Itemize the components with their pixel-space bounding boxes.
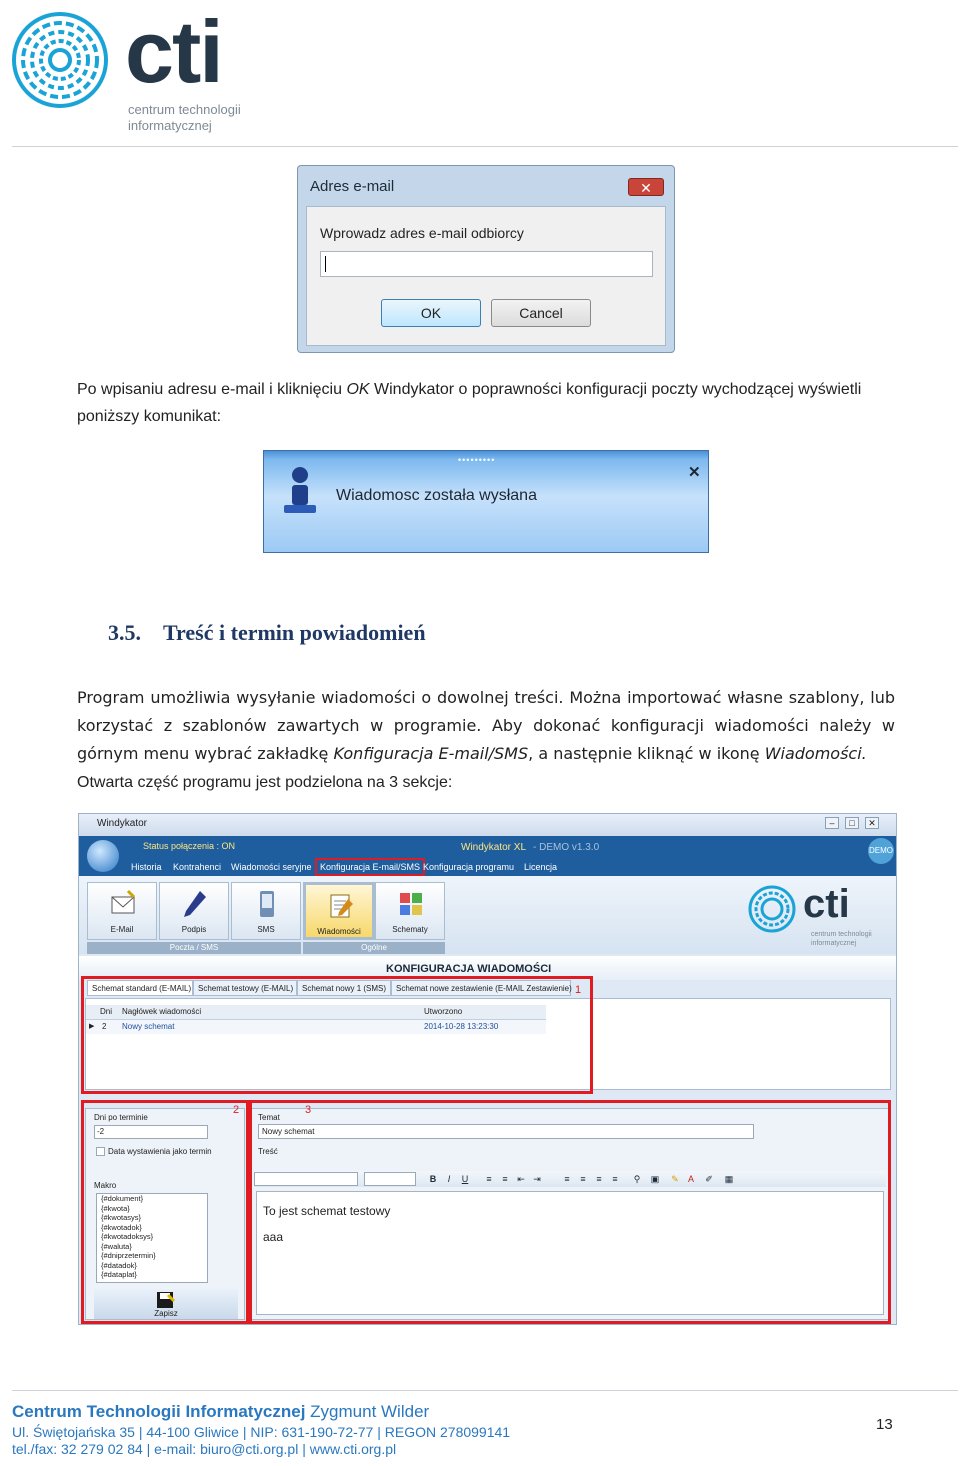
footer-company: Centrum Technologii Informatycznej Zygmunt Wilder bbox=[12, 1402, 430, 1421]
align-right-icon[interactable]: ≡ bbox=[596, 1174, 602, 1184]
list-item[interactable]: {#dokument} bbox=[101, 1194, 144, 1203]
app-window-title: Windykator bbox=[97, 818, 148, 829]
list-item[interactable]: {#waluta} bbox=[101, 1241, 132, 1251]
section-heading bbox=[108, 620, 426, 646]
email-input[interactable] bbox=[320, 251, 653, 277]
close-button[interactable]: ✕ bbox=[865, 817, 879, 829]
close-icon[interactable]: ✕ bbox=[688, 464, 701, 481]
column-dni[interactable]: Dni bbox=[100, 1007, 113, 1016]
bold-icon[interactable]: B bbox=[429, 1174, 437, 1184]
menu-konfiguracja-email-sms[interactable]: Konfiguracja E-mail/SMS bbox=[315, 858, 425, 876]
list-item[interactable]: {#kwotadoksys} bbox=[101, 1232, 154, 1241]
ok-button[interactable]: OK bbox=[381, 299, 481, 327]
section-title: Treść i termin powiadomień bbox=[163, 620, 426, 645]
minimize-button[interactable]: – bbox=[825, 817, 839, 829]
ribbon-podpis-button[interactable]: Podpis bbox=[159, 882, 229, 940]
group-label-ogolne: Ogólne bbox=[303, 942, 445, 954]
dni-po-terminie-stepper[interactable]: -2 bbox=[94, 1125, 208, 1139]
windykator-app-window bbox=[78, 813, 897, 1325]
section-3-number: 3 bbox=[305, 1104, 312, 1116]
message-sent-notification bbox=[263, 450, 709, 553]
ribbon-menu-bar bbox=[79, 836, 897, 876]
menu-licencja[interactable]: Licencja bbox=[524, 862, 558, 872]
insert-table-icon[interactable]: ▦ bbox=[724, 1174, 734, 1184]
insert-image-icon[interactable]: ▣ bbox=[650, 1174, 660, 1184]
section-3-highlight bbox=[249, 1100, 891, 1324]
cell-naglowek: Nowy schemat bbox=[122, 1022, 175, 1031]
editor-line: aaa bbox=[263, 1230, 284, 1244]
section-2-number: 2 bbox=[233, 1104, 240, 1116]
list-item[interactable]: {#kwotasys} bbox=[101, 1213, 142, 1222]
app-logo-wordmark: cti bbox=[803, 882, 850, 926]
globe-icon bbox=[87, 840, 119, 872]
brand-subtitle: centrum technologii informatycznej bbox=[128, 102, 241, 133]
ribbon-sms-button[interactable]: SMS bbox=[231, 882, 301, 940]
temat-label: Temat bbox=[258, 1113, 280, 1122]
tresc-label: Treść bbox=[258, 1147, 278, 1156]
column-utworzono[interactable]: Utworzono bbox=[424, 1007, 463, 1016]
dni-po-terminie-label: Dni po terminie bbox=[94, 1113, 148, 1122]
bullet-list-icon[interactable]: ≡ bbox=[502, 1174, 508, 1184]
close-button[interactable]: ✕ bbox=[628, 178, 664, 196]
color-palette-icon bbox=[398, 889, 424, 919]
ribbon-wiadomosci-button[interactable]: Wiadomości bbox=[303, 882, 375, 940]
app-logo-subtitle: centrum technologii informatycznej bbox=[811, 931, 872, 947]
footer-divider bbox=[12, 1390, 958, 1391]
footer-address: Ul. Świętojańska 35 | 44-100 Gliwice | NIP: 631-190-72-77 | REGON 278099141 bbox=[12, 1424, 511, 1440]
brand-wordmark: cti bbox=[125, 2, 222, 101]
list-item[interactable]: {#kwota} bbox=[101, 1203, 130, 1213]
tab-schemat-testowy[interactable]: Schemat testowy (E-MAIL) bbox=[193, 980, 297, 996]
underline-icon[interactable]: U bbox=[461, 1174, 469, 1184]
makro-label: Makro bbox=[94, 1181, 117, 1190]
menu-wiadomosci-seryjne[interactable]: Wiadomości seryjne bbox=[231, 862, 312, 872]
tab-schemat-nowy-1[interactable]: Schemat nowy 1 (SMS) bbox=[297, 980, 391, 996]
editor-line: To jest schemat testowy bbox=[263, 1204, 391, 1218]
indent-icon[interactable]: ⇥ bbox=[533, 1174, 541, 1184]
tab-schemat-standard[interactable]: Schemat standard (E-MAIL) bbox=[87, 980, 193, 996]
pen-icon bbox=[182, 889, 208, 919]
row-pointer-icon: ▶ bbox=[89, 1023, 95, 1030]
ribbon-toolbar bbox=[79, 876, 897, 954]
highlight-icon[interactable]: ✎ bbox=[671, 1174, 679, 1184]
section-number: 3.5. bbox=[108, 620, 141, 645]
cell-utworzono: 2014-10-28 13:23:30 bbox=[424, 1022, 499, 1031]
menu-konfiguracja-programu[interactable]: Konfiguracja programu bbox=[423, 862, 515, 872]
schema-editor-area bbox=[79, 1096, 897, 1325]
justify-icon[interactable]: ≡ bbox=[612, 1174, 618, 1184]
connection-status: Status połączenia : ON bbox=[143, 841, 236, 851]
menu-kontrahenci[interactable]: Kontrahenci bbox=[173, 862, 222, 872]
cell-dni: 2 bbox=[102, 1022, 107, 1031]
group-label-poczta-sms: Poczta / SMS bbox=[87, 942, 301, 954]
tab-schemat-nowe-zestawienie[interactable]: Schemat nowe zestawienie (E-MAIL Zestawienie) bbox=[391, 980, 571, 996]
demo-badge: DEMO bbox=[868, 838, 894, 864]
temat-input[interactable]: Nowy schemat bbox=[258, 1124, 754, 1139]
ribbon-email-button[interactable]: E-Mail bbox=[87, 882, 157, 940]
font-color-icon[interactable]: A bbox=[687, 1174, 694, 1184]
ribbon-schematy-button[interactable]: Schematy bbox=[375, 882, 445, 940]
numbered-list-icon[interactable]: ≡ bbox=[486, 1174, 492, 1184]
email-prompt-label: Wprowadz adres e-mail odbiorcy bbox=[320, 225, 524, 241]
insert-link-icon[interactable]: ⚲ bbox=[633, 1174, 641, 1184]
maximize-button[interactable]: □ bbox=[845, 817, 859, 829]
page-number: 13 bbox=[876, 1416, 893, 1433]
italic-icon[interactable]: I bbox=[447, 1174, 451, 1184]
info-person-icon bbox=[278, 465, 322, 517]
phone-icon bbox=[254, 889, 280, 919]
column-naglowek[interactable]: Nagłówek wiadomości bbox=[122, 1007, 202, 1016]
outdent-icon[interactable]: ⇤ bbox=[517, 1174, 525, 1184]
dialog-title: Adres e-mail bbox=[310, 178, 395, 195]
konfiguracja-title: KONFIGURACJA WIADOMOŚCI bbox=[386, 963, 552, 975]
paragraph-description: Program umożliwia wysyłanie wiadomości o dowolnej treści. Można importować własne szablony, lub korzystać z szablonów zawartych w programie. Aby dokonać konfiguracji wiadomości należy w górnym menu wybrać zakładkę Konfiguracja E-mail/SMS, a następnie kliknąć w ikonę Wiadomości. Otwarta część programu jest podzielona na 3 sekcje: bbox=[77, 688, 895, 791]
notepad-pencil-icon bbox=[328, 891, 354, 921]
dialog-body bbox=[306, 206, 666, 346]
list-item[interactable]: {#datadok} bbox=[101, 1260, 137, 1270]
header-divider bbox=[12, 146, 958, 147]
list-item[interactable]: {#dniprzetermin} bbox=[101, 1251, 156, 1260]
drag-grip[interactable]: ••••••••• bbox=[458, 455, 496, 465]
cti-logo-mark bbox=[747, 884, 797, 934]
footer-contact: tel./fax: 32 279 02 84 | e-mail: biuro@cti.org.pl | www.cti.org.pl bbox=[12, 1441, 397, 1457]
data-wystawienia-label: Data wystawienia jako termin bbox=[108, 1147, 212, 1156]
app-titlebar bbox=[79, 814, 897, 836]
list-item[interactable]: {#kwotadok} bbox=[101, 1222, 142, 1232]
save-label: Zapisz bbox=[154, 1309, 178, 1318]
app-name: Windykator XL bbox=[461, 842, 527, 853]
email-address-dialog bbox=[297, 165, 675, 353]
section-1-highlight bbox=[81, 976, 593, 1094]
list-item[interactable]: {#dataplat} bbox=[101, 1270, 137, 1279]
align-center-icon[interactable]: ≡ bbox=[580, 1174, 586, 1184]
menu-historia[interactable]: Historia bbox=[131, 862, 162, 872]
email-icon bbox=[110, 889, 136, 919]
section-2-highlight bbox=[81, 1100, 249, 1324]
text-caret bbox=[325, 256, 326, 272]
notification-message: Wiadomosc została wysłana bbox=[336, 487, 537, 504]
section-1-number: 1 bbox=[575, 984, 582, 996]
clear-format-icon[interactable]: ✐ bbox=[705, 1174, 713, 1184]
app-version: - DEMO v1.3.0 bbox=[533, 842, 600, 853]
cancel-button[interactable]: Cancel bbox=[491, 299, 591, 327]
align-left-icon[interactable]: ≡ bbox=[564, 1174, 570, 1184]
paragraph-intro: Po wpisaniu adresu e-mail i kliknięciu OK Windykator o poprawności konfiguracji poczty wychodzącej wyświetli poniższy komunikat: bbox=[77, 381, 862, 425]
cti-logo-mark bbox=[10, 10, 110, 110]
